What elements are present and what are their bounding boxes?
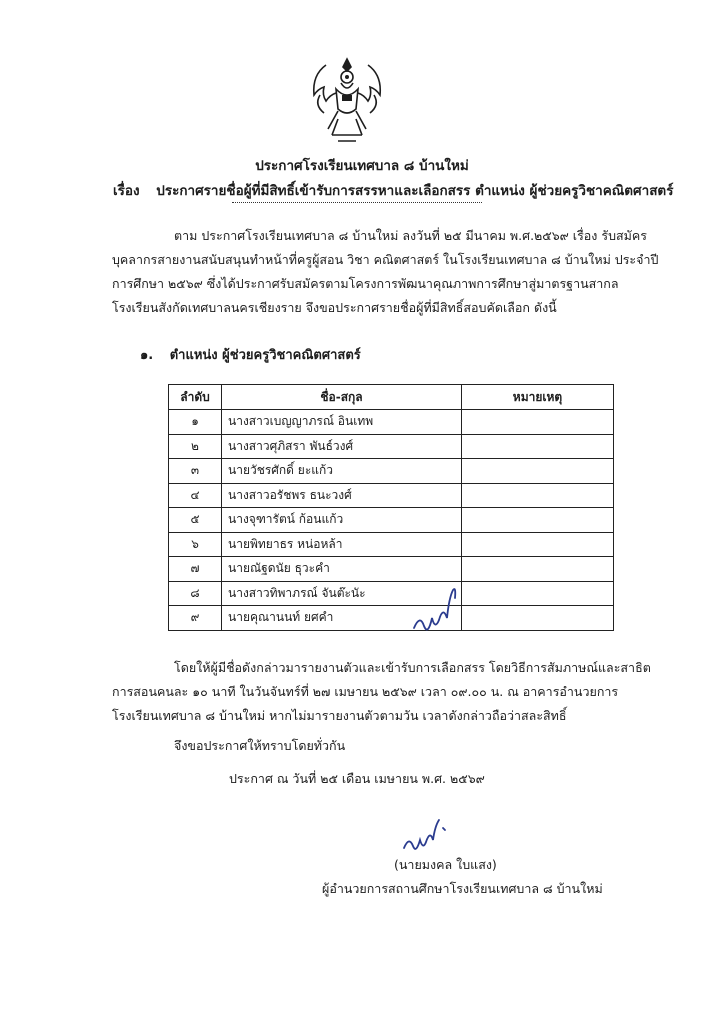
instruction-line: การสอนคนละ ๑๐ นาที ในวันจันทร์ที่ ๒๗ เมษายน ๒๕๖๙ เวลา ๐๙.๐๐ น. ณ อาคารอำนวยการ bbox=[112, 684, 619, 699]
header-order: ลำดับ bbox=[169, 385, 222, 410]
row-remark bbox=[462, 483, 614, 508]
instruction-line: โดยให้ผู้มีชื่อดังกล่าวมารายงานตัวและเข้ารับการเลือกสรร โดยวิธีการสัมภาษณ์และสาธิต bbox=[174, 660, 651, 675]
table-row bbox=[169, 459, 614, 484]
row-name: นางสาวศุภิสรา พันธ์วงศ์ bbox=[222, 434, 462, 459]
intro-line: บุคลากรสายงานสนับสนุนทำหน้าที่ครูผู้สอน วิชา คณิตศาสตร์ ในโรงเรียนเทศบาล ๘ บ้านใหม่ ประจำปี bbox=[112, 252, 659, 267]
row-order: ๓ bbox=[169, 459, 222, 484]
row-order: ๑ bbox=[169, 410, 222, 435]
row-name: นายณัฐดนัย ธุวะคำ bbox=[222, 557, 462, 582]
announcement-title: ประกาศโรงเรียนเทศบาล ๘ บ้านใหม่ bbox=[255, 158, 469, 174]
table-row bbox=[169, 581, 614, 606]
announcement-date: ประกาศ ณ วันที่ ๒๕ เดือน เมษายน พ.ศ. ๒๕๖๙ bbox=[229, 771, 485, 786]
row-order: ๕ bbox=[169, 508, 222, 533]
handwritten-signature bbox=[400, 818, 460, 856]
instructions-paragraph bbox=[112, 656, 651, 728]
header-name: ชื่อ-สกุล bbox=[222, 385, 462, 410]
intro-line: โรงเรียนสังกัดเทศบาลนครเชียงราย จึงขอประกาศรายชื่อผู้ที่มีสิทธิ์สอบคัดเลือก ดังนี้ bbox=[112, 300, 557, 315]
row-name: นายคุณานนท์ ยศคำ bbox=[222, 606, 462, 631]
row-remark bbox=[462, 557, 614, 582]
table-row bbox=[169, 532, 614, 557]
row-name: นายพิทยาธร หน่อหล้า bbox=[222, 532, 462, 557]
row-order: ๙ bbox=[169, 606, 222, 631]
row-name: นางสาวทิพาภรณ์ จันต๊ะนัะ bbox=[222, 581, 462, 606]
intro-line: การศึกษา ๒๕๖๙ ซึ่งได้ประกาศรับสมัครตามโครงการพัฒนาคุณภาพการศึกษาสู่มาตรฐานสากล bbox=[112, 276, 619, 291]
subject-label: เรื่อง bbox=[113, 183, 140, 199]
row-order: ๘ bbox=[169, 581, 222, 606]
handwritten-signature bbox=[408, 588, 472, 638]
candidate-table bbox=[168, 384, 614, 631]
signer-position: ผู้อำนวยการสถานศึกษาโรงเรียนเทศบาล ๘ บ้านใหม่ bbox=[322, 881, 603, 896]
signer-name: (นายมงคล ใบแสง) bbox=[394, 857, 497, 872]
table-row bbox=[169, 410, 614, 435]
dotted-divider bbox=[232, 202, 482, 203]
row-remark bbox=[462, 410, 614, 435]
subject-text: ประกาศรายชื่อผู้ที่มีสิทธิ์เข้ารับการสรรหาและเลือกสรร ตำแหน่ง ผู้ช่วยครูวิชาคณิตศาสตร์ bbox=[156, 183, 674, 199]
table-row bbox=[169, 606, 614, 631]
garuda-emblem-icon bbox=[306, 55, 388, 147]
table-row bbox=[169, 508, 614, 533]
instruction-line: โรงเรียนเทศบาล ๘ บ้านใหม่ หากไม่มารายงานตัวตามวัน เวลาดังกล่าวถือว่าสละสิทธิ์ bbox=[112, 708, 567, 723]
row-remark bbox=[462, 532, 614, 557]
row-name: นางสาวเบญญาภรณ์ อินเทพ bbox=[222, 410, 462, 435]
closing-statement: จึงขอประกาศให้ทราบโดยทั่วกัน bbox=[174, 738, 346, 753]
table-header-row bbox=[169, 385, 614, 410]
section-number: ๑. bbox=[140, 348, 154, 363]
row-remark bbox=[462, 508, 614, 533]
row-remark bbox=[462, 434, 614, 459]
row-remark bbox=[462, 459, 614, 484]
subject-line bbox=[113, 179, 673, 201]
row-order: ๔ bbox=[169, 483, 222, 508]
intro-paragraph bbox=[112, 224, 659, 320]
row-name: นางจุฑารัตน์ ก้อนแก้ว bbox=[222, 508, 462, 533]
section-heading bbox=[140, 344, 361, 365]
row-order: ๖ bbox=[169, 532, 222, 557]
table-row bbox=[169, 557, 614, 582]
section-title: ตำแหน่ง ผู้ช่วยครูวิชาคณิตศาสตร์ bbox=[169, 348, 361, 363]
header-remark: หมายเหตุ bbox=[462, 385, 614, 410]
table-row bbox=[169, 434, 614, 459]
row-remark bbox=[462, 581, 614, 606]
row-order: ๒ bbox=[169, 434, 222, 459]
row-remark bbox=[462, 606, 614, 631]
table-row bbox=[169, 483, 614, 508]
row-name: นางสาวอรัชพร ธนะวงศ์ bbox=[222, 483, 462, 508]
row-name: นายวัชรศักดิ์ ยะแก้ว bbox=[222, 459, 462, 484]
row-order: ๗ bbox=[169, 557, 222, 582]
intro-line: ตาม ประกาศโรงเรียนเทศบาล ๘ บ้านใหม่ ลงวันที่ ๒๕ มีนาคม พ.ศ.๒๕๖๙ เรื่อง รับสมัคร bbox=[174, 228, 647, 243]
